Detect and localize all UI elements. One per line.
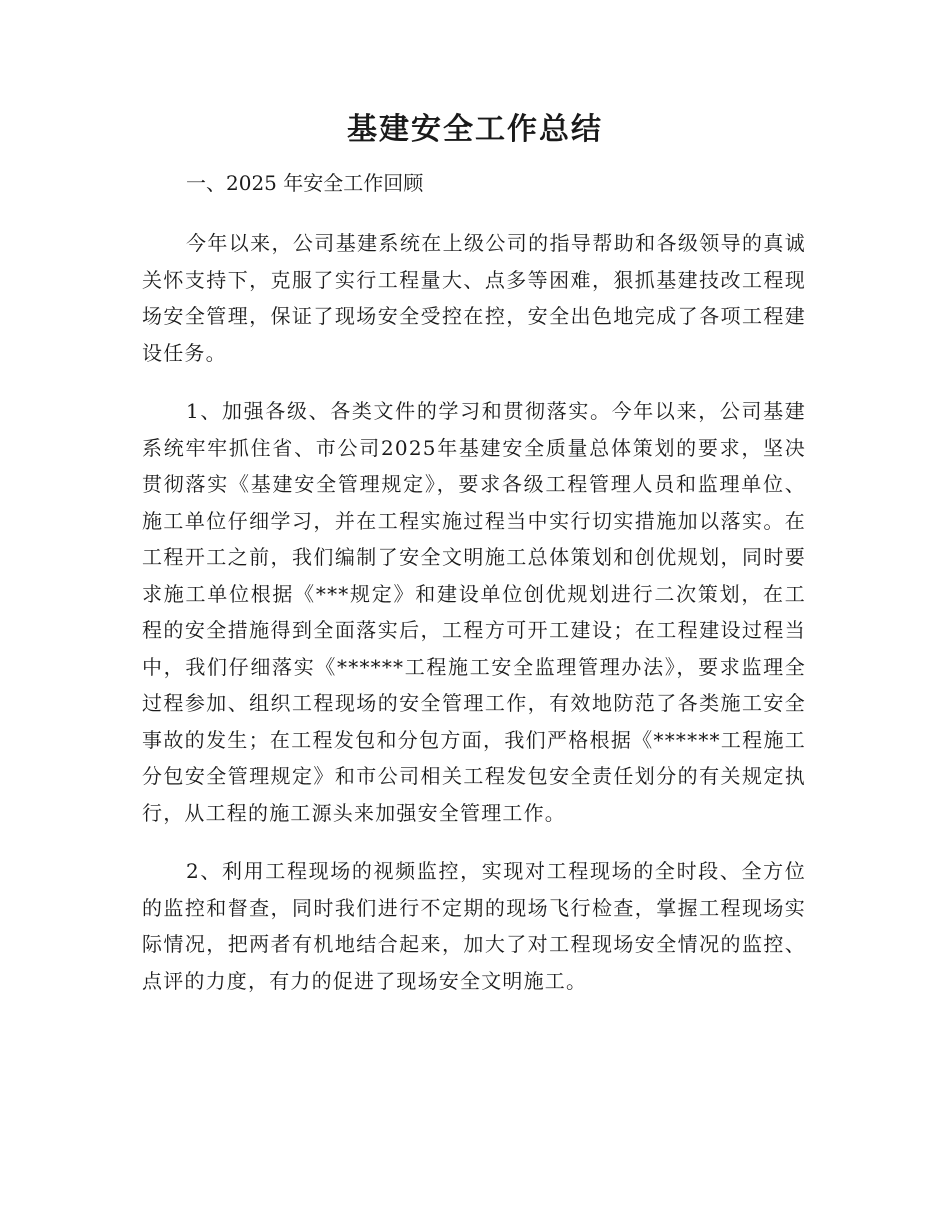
document-title: 基建安全工作总结 — [347, 112, 603, 147]
section-heading: 一、2025 年安全工作回顾 — [186, 171, 424, 195]
paragraph-item-1: 1、加强各级、各类文件的学习和贯彻落实。今年以来，公司基建系统牢牢抓住省、市公司2025年基建安全质量总体策划的要求，坚决贯彻落实《基建安全管理规定》，要求各级工程管理人员和监理单位、施工单位仔细学习，并在工程实施过程当中实行切实措施加以落实。在工程开工之前，我们编制了安全文明施工总体策划和创优规划，同时要求施工单位根据《***规定》和建设单位创优规划进行二次策划，在工程的安全措施得到全面落实后，工程方可开工建设；在工程建设过程当中，我们仔细落实《******工程施工安全监理管理办法》，要求监理全过程参加、组织工程现场的安全管理工作，有效地防范了各类施工安全事故的发生；在工程发包和分包方面，我们严格根据《******工程施工分包安全管理规定》和市公司相关工程发包安全责任划分的有关规定执行，从工程的施工源头来加强安全管理工作。 — [142, 399, 806, 825]
paragraph-review-intro: 今年以来，公司基建系统在上级公司的指导帮助和各级领导的真诚关怀支持下，克服了实行工程量大、点多等困难，狠抓基建技改工程现场安全管理，保证了现场安全受控在控，安全出色地完成了各项工程建设任务。 — [142, 231, 806, 365]
document-body — [142, 168, 806, 1021]
paragraph-item-2: 2、利用工程现场的视频监控，实现对工程现场的全时段、全方位的监控和督查，同时我们进行不定期的现场飞行检查，掌握工程现场实际情况，把两者有机地结合起来，加大了对工程现场安全情况的监控、点评的力度，有力的促进了现场安全文明施工。 — [142, 859, 806, 993]
